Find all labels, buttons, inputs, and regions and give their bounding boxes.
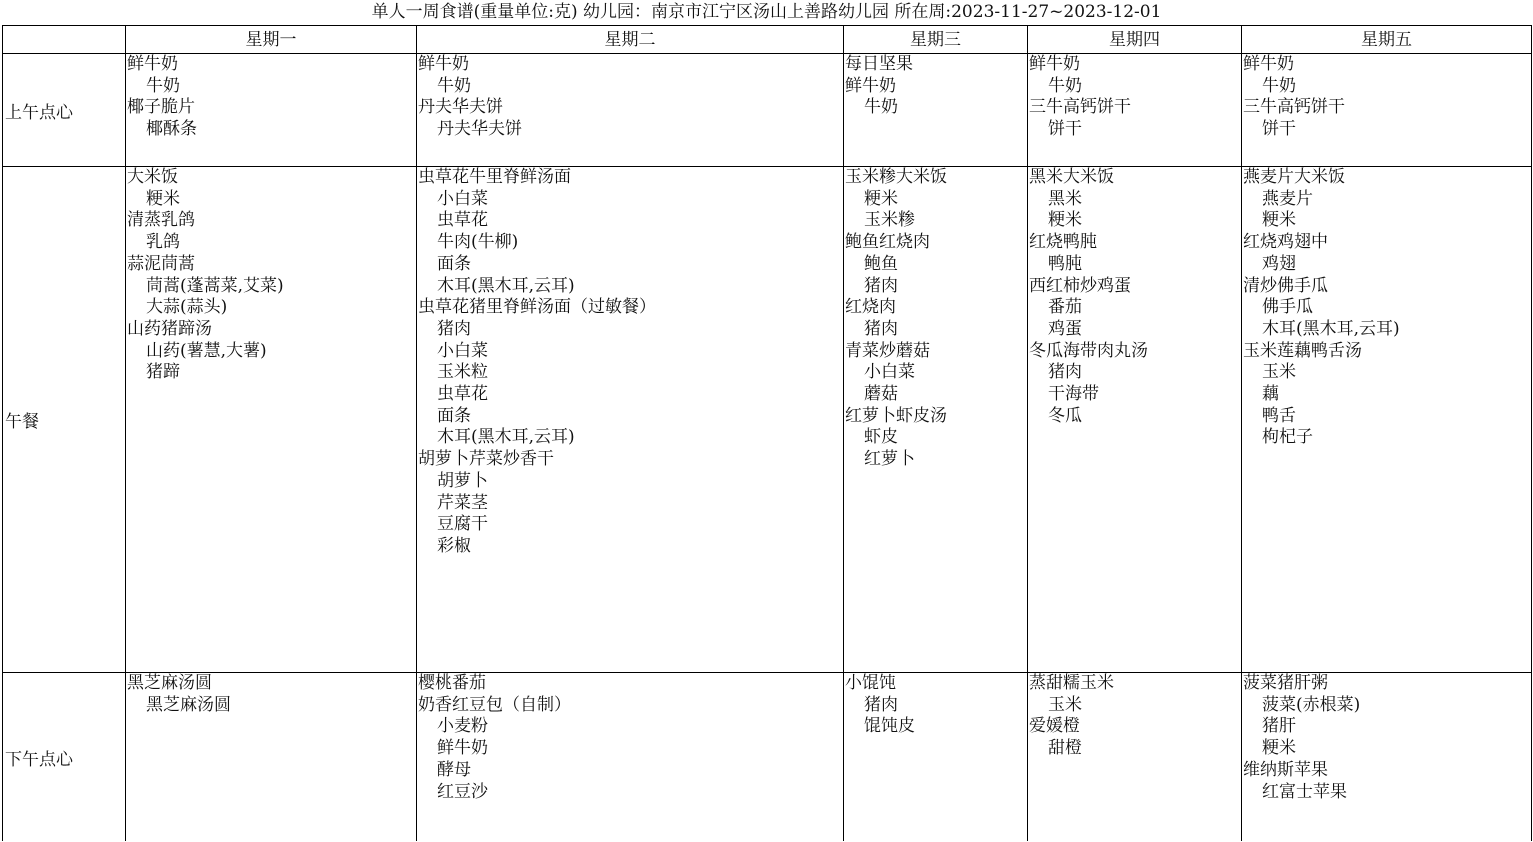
ingredient: 馄饨皮 (864, 716, 915, 737)
lunch-row (3, 167, 1532, 673)
ingredient: 鸡翅 (1262, 253, 1296, 274)
dish-name: 奶香红豆包（自制） (418, 694, 571, 715)
ingredient: 牛奶 (864, 97, 898, 118)
ingredient: 冬瓜 (1048, 405, 1082, 426)
day-header-fri: 星期五 (1242, 26, 1532, 54)
ingredient: 面条 (437, 405, 471, 426)
dish-name: 三牛高钙饼干 (1243, 97, 1345, 118)
ingredient: 小麦粉 (437, 716, 488, 737)
ingredient: 菠菜(赤根菜) (1262, 694, 1361, 715)
menu-cell (1028, 54, 1242, 167)
dish-name: 鲜牛奶 (1243, 54, 1294, 74)
dish-name: 鲜牛奶 (127, 54, 178, 74)
ingredient: 鲍鱼 (864, 253, 898, 274)
ingredient: 小白菜 (437, 340, 488, 361)
dish-name: 玉米糁大米饭 (845, 167, 947, 187)
ingredient: 猪肉 (1048, 362, 1082, 383)
dish-name: 蒸甜糯玉米 (1029, 673, 1114, 693)
ingredient: 猪肉 (864, 694, 898, 715)
dish-name: 红烧鸭肫 (1029, 232, 1097, 253)
dish-name: 燕麦片大米饭 (1243, 167, 1345, 187)
ingredient: 彩椒 (437, 535, 471, 556)
ingredient: 鲜牛奶 (437, 738, 488, 759)
dish-name: 黑芝麻汤圆 (127, 673, 212, 693)
ingredient: 干海带 (1048, 384, 1099, 405)
dish-name: 红烧肉 (845, 297, 896, 318)
dish-name: 三牛高钙饼干 (1029, 97, 1131, 118)
afternoon-snack-row (3, 673, 1532, 842)
ingredient: 红富士苹果 (1262, 781, 1347, 802)
ingredient: 蘑菇 (864, 384, 898, 405)
ingredient: 黑米 (1048, 188, 1082, 209)
ingredient: 虫草花 (437, 210, 488, 231)
dish-name: 鲜牛奶 (845, 75, 896, 96)
dish-name: 鲜牛奶 (1029, 54, 1080, 74)
ingredient: 红萝卜 (864, 449, 915, 470)
ingredient: 小白菜 (864, 362, 915, 383)
ingredient: 玉米粒 (437, 362, 488, 383)
ingredient: 饼干 (1262, 119, 1296, 140)
ingredient: 猪蹄 (146, 362, 180, 383)
page-title: 单人一周食谱(重量单位:克) 幼儿园：南京市江宁区汤山上善路幼儿园 所在周:2023-11-27~2023-12-01 (371, 2, 1162, 22)
ingredient: 丹夫华夫饼 (437, 119, 522, 140)
ingredient: 玉米糁 (864, 210, 915, 231)
menu-cell (844, 673, 1028, 842)
menu-table (2, 25, 1532, 841)
ingredient: 玉米 (1262, 362, 1296, 383)
meal-label-afternoon-snack: 下午点心 (3, 673, 126, 842)
menu-cell (1028, 167, 1242, 673)
ingredient: 鸭肫 (1048, 253, 1082, 274)
dish-name: 每日坚果 (845, 54, 913, 74)
menu-cell (1242, 54, 1532, 167)
dish-name: 小馄饨 (845, 673, 896, 693)
dish-name: 蒜泥茼蒿 (127, 253, 195, 274)
dish-name: 清蒸乳鸽 (127, 210, 195, 231)
dish-name: 丹夫华夫饼 (418, 97, 503, 118)
ingredient: 大蒜(蒜头) (146, 297, 228, 318)
ingredient: 猪肉 (437, 318, 471, 339)
dish-name: 菠菜猪肝粥 (1243, 673, 1328, 693)
ingredient: 木耳(黑木耳,云耳) (1262, 318, 1400, 339)
ingredient: 茼蒿(蓬蒿菜,艾菜) (146, 275, 284, 296)
ingredient: 芹菜茎 (437, 492, 488, 513)
dish-name: 鲍鱼红烧肉 (845, 232, 930, 253)
meal-label-lunch: 午餐 (3, 167, 126, 673)
dish-name: 胡萝卜芹菜炒香干 (418, 449, 554, 470)
corner-cell (3, 26, 126, 54)
ingredient: 红豆沙 (437, 781, 488, 802)
day-header-mon: 星期一 (126, 26, 417, 54)
dish-name: 虫草花牛里脊鲜汤面 (418, 167, 571, 187)
menu-cell (844, 167, 1028, 673)
menu-cell (126, 54, 417, 167)
dish-name: 冬瓜海带肉丸汤 (1029, 340, 1148, 361)
ingredient: 豆腐干 (437, 514, 488, 535)
dish-name: 爱媛橙 (1029, 716, 1080, 737)
ingredient: 猪肉 (864, 318, 898, 339)
dish-name: 红萝卜虾皮汤 (845, 405, 947, 426)
menu-cell (1242, 167, 1532, 673)
header-row (3, 26, 1532, 54)
ingredient: 佛手瓜 (1262, 297, 1313, 318)
menu-cell (126, 167, 417, 673)
ingredient: 椰酥条 (146, 119, 197, 140)
ingredient: 黑芝麻汤圆 (146, 694, 231, 715)
ingredient: 枸杞子 (1262, 427, 1313, 448)
dish-name: 红烧鸡翅中 (1243, 232, 1328, 253)
dish-name: 虫草花猪里脊鲜汤面（过敏餐） (418, 297, 656, 318)
ingredient: 山药(薯慧,大薯) (146, 340, 267, 361)
ingredient: 小白菜 (437, 188, 488, 209)
dish-name: 维纳斯苹果 (1243, 759, 1328, 780)
ingredient: 甜橙 (1048, 738, 1082, 759)
ingredient: 牛奶 (437, 75, 471, 96)
dish-name: 鲜牛奶 (418, 54, 469, 74)
ingredient: 猪肝 (1262, 716, 1296, 737)
meal-label-morning-snack: 上午点心 (3, 54, 126, 167)
ingredient: 木耳(黑木耳,云耳) (437, 427, 575, 448)
morning-snack-row (3, 54, 1532, 167)
menu-cell (844, 54, 1028, 167)
ingredient: 木耳(黑木耳,云耳) (437, 275, 575, 296)
ingredient: 粳米 (1262, 738, 1296, 759)
day-header-thu: 星期四 (1028, 26, 1242, 54)
ingredient: 虾皮 (864, 427, 898, 448)
dish-name: 樱桃番茄 (418, 673, 486, 693)
dish-name: 青菜炒蘑菇 (845, 340, 930, 361)
menu-cell (417, 54, 844, 167)
dish-name: 椰子脆片 (127, 97, 195, 118)
dish-name: 西红柿炒鸡蛋 (1029, 275, 1131, 296)
dish-name: 山药猪蹄汤 (127, 318, 212, 339)
ingredient: 鸭舌 (1262, 405, 1296, 426)
ingredient: 牛奶 (1048, 75, 1082, 96)
ingredient: 粳米 (146, 188, 180, 209)
menu-cell (126, 673, 417, 842)
dish-name: 玉米莲藕鸭舌汤 (1243, 340, 1362, 361)
ingredient: 面条 (437, 253, 471, 274)
ingredient: 粳米 (1048, 210, 1082, 231)
ingredient: 玉米 (1048, 694, 1082, 715)
ingredient: 饼干 (1048, 119, 1082, 140)
menu-cell (1242, 673, 1532, 842)
ingredient: 粳米 (864, 188, 898, 209)
day-header-wed: 星期三 (844, 26, 1028, 54)
dish-name: 清炒佛手瓜 (1243, 275, 1328, 296)
ingredient: 牛肉(牛柳) (437, 232, 519, 253)
ingredient: 粳米 (1262, 210, 1296, 231)
menu-cell (417, 673, 844, 842)
dish-name: 黑米大米饭 (1029, 167, 1114, 187)
ingredient: 藕 (1262, 384, 1279, 405)
ingredient: 燕麦片 (1262, 188, 1313, 209)
day-header-tue: 星期二 (417, 26, 844, 54)
ingredient: 鸡蛋 (1048, 318, 1082, 339)
ingredient: 猪肉 (864, 275, 898, 296)
ingredient: 虫草花 (437, 384, 488, 405)
menu-cell (417, 167, 844, 673)
dish-name: 大米饭 (127, 167, 178, 187)
ingredient: 番茄 (1048, 297, 1082, 318)
menu-cell (1028, 673, 1242, 842)
ingredient: 酵母 (437, 759, 471, 780)
ingredient: 牛奶 (1262, 75, 1296, 96)
ingredient: 胡萝卜 (437, 470, 488, 491)
ingredient: 牛奶 (146, 75, 180, 96)
ingredient: 乳鸽 (146, 232, 180, 253)
